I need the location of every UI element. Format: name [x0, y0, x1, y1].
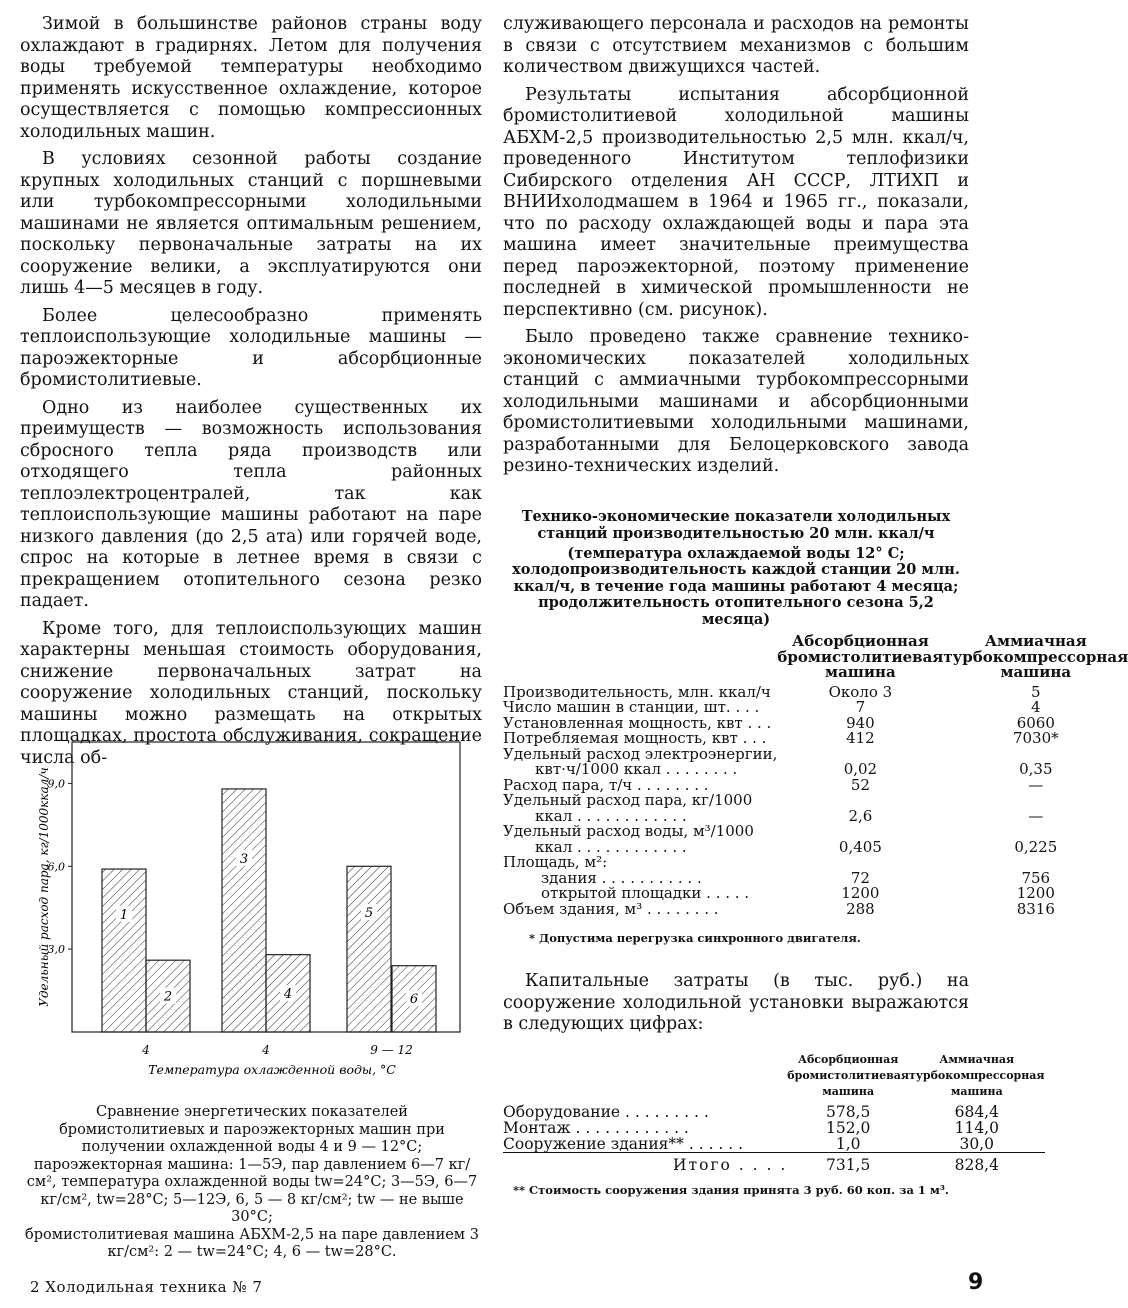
paragraph: Зимой в большинстве районов страны воду охлаждают в градирнях. Летом для получения воды требуемой температуры необходимо применять искусственное охлаждение, которое осуществляется с помощью компрессионных холодильных машин.: [20, 14, 482, 142]
cell-value: Около 3: [828, 682, 893, 701]
bar-label: 1: [119, 907, 129, 923]
column-header: Абсорбционная бромистолитиевая машина: [777, 632, 944, 681]
row-label: Удельный расход воды, м³/1000: [503, 822, 754, 840]
cell-value: 940: [846, 713, 875, 732]
bar-label: 3: [239, 851, 249, 867]
row-label: квт·ч/1000 ккал . . . . . . . .: [535, 760, 738, 778]
right-column: [503, 14, 1128, 1197]
row-label: Расход пара, т/ч . . . . . . . .: [503, 775, 709, 794]
cell-value: 4: [1031, 698, 1041, 716]
cell-value: 6060: [1016, 713, 1055, 732]
row-label: Монтаж . . . . . . . . . . . .: [503, 1118, 689, 1137]
cell-value: 578,5: [825, 1102, 871, 1121]
total-row: [503, 1152, 1045, 1173]
bar: [102, 869, 146, 1032]
paragraph: Капитальные затраты (в тыс. руб.) на сооружение холодильной установки выражаются в следующих цифрах:: [503, 971, 969, 1034]
paragraph: Кроме того, для теплоиспользующих машин характерны меньшая стоимость оборудования, снижение первоначальных затрат на сооружение холодильных станций, поскольку машины можно размещать на открытых площадках, простота обслуживания, сокращение числа об-: [20, 618, 482, 768]
x-axis-label: Температура охлажденной воды, °С: [148, 1062, 396, 1077]
total-value: 731,5: [787, 1152, 909, 1173]
row-label: Удельный расход пара, кг/1000: [503, 791, 753, 809]
row-label: Объем здания, м³ . . . . . . . .: [503, 899, 719, 918]
figure-caption: [22, 1104, 482, 1262]
row-label: Сооружение здания** . . . . . .: [503, 1134, 744, 1153]
x-tick-label: 4: [142, 1043, 150, 1057]
caption-line: Сравнение энергетических показателей бромистолитиевых и пароэжекторных машин при получении охлажденной воды 4 и 9 — 12°С;: [59, 1104, 445, 1155]
row-label: Потребляемая мощность, квт . . .: [503, 729, 767, 747]
cell-value: 72: [850, 868, 870, 887]
paragraph: Более целесообразно применять теплоиспользующие холодильные машины — пароэжекторные и абсорбционные бромистолитиевые.: [20, 305, 482, 390]
cell-value: 7: [855, 698, 866, 716]
bar-chart: [22, 732, 482, 1094]
cell-value: 30,0: [959, 1134, 995, 1153]
x-tick-label: 4: [262, 1043, 270, 1057]
cell-value: 1200: [841, 884, 880, 902]
row-label: ккал . . . . . . . . . . . .: [535, 806, 687, 825]
cell-value: 2,6: [848, 806, 873, 825]
paragraph: В условиях сезонной работы создание крупных холодильных станций с поршневыми или турбокомпрессорными холодильными машинами не является оптимальным решением, поскольку первоначальные затраты на их сооружение велики, а эксплуатируются они лишь 4—5 месяцев в году.: [20, 149, 482, 298]
capital-costs-table: [503, 1052, 1045, 1173]
cell-value: 0,225: [1014, 837, 1058, 856]
paragraph: Было проведено также сравнение технико-экономических показателей холодильных станций с аммиачными турбокомпрессорными холодильными машинами и абсорбционными бромистолитиевыми холодильными машинами, разработанными для Белоцерковского завода резино-технических изделий.: [503, 327, 969, 476]
page-number: 9: [968, 1270, 984, 1295]
row-label: ккал . . . . . . . . . . . .: [535, 837, 687, 856]
cell-value: 114,0: [954, 1118, 999, 1137]
row-label: Удельный расход электроэнергии,: [503, 744, 778, 763]
row-label: Установленная мощность, квт . . .: [503, 713, 772, 732]
left-column: [20, 14, 482, 775]
bar-label: 2: [163, 989, 173, 1005]
cell-value: 412: [846, 729, 875, 747]
indicators-table: [503, 634, 1128, 917]
running-footer: 2 Холодильная техника № 7: [30, 1278, 263, 1296]
caption-line: пароэжекторная машина: 1—5Э, пар давлением 6—7 кг/см², температура охлажденной воды tw=24°С; 3—5Э, 6—7 кг/см², tw=28°С; 5—12Э, 6, 5 — 8 кг/см²; tw — не выше 30°С;: [26, 1156, 478, 1225]
cell-value: 152,0: [825, 1118, 871, 1137]
cell-value: 52: [850, 775, 870, 794]
x-tick-label: 9 — 12: [370, 1043, 413, 1057]
cell-value: 7030*: [1012, 729, 1059, 747]
table-row: [503, 1104, 1045, 1120]
cell-value: 1,0: [835, 1134, 861, 1153]
table-row: [503, 1136, 1045, 1153]
total-label: Итого . . . .: [503, 1152, 787, 1173]
table-row: [503, 902, 1128, 918]
caption-line: бромистолитиевая машина АБХМ-2,5 на паре давлением 3 кг/см²: 2 — tw=24°С; 4, 6 — tw=28°С.: [25, 1226, 479, 1260]
bar-chart-figure: [22, 732, 482, 1094]
y-tick-label: 6,0: [47, 860, 65, 874]
bar: [347, 866, 391, 1032]
y-tick-label: 9,0: [47, 777, 65, 791]
cell-value: 8316: [1016, 899, 1055, 918]
bar-label: 6: [409, 992, 419, 1008]
row-label: открытой площадки . . . . .: [541, 884, 750, 902]
paragraph: Результаты испытания абсорбционной бромистолитиевой холодильной машины АБХМ-2,5 производительностью 2,5 млн. ккал/ч, проведенного Институтом теплофизики Сибирского отделения АН СССР, ЛТИХП и ВНИИхолодмашем в 1964 и 1965 гг., показали, что по расходу охлаждающей воды и пара эта машина имеет значительные преимущества перед пароэжекторной, поэтому применение последней в химической промышленности не перспективно (см. рисунок).: [503, 84, 969, 320]
column-header: Абсорбционная бромистолитиевая машина: [787, 1052, 910, 1098]
cell-value: 756: [1021, 868, 1051, 887]
table-row: [503, 1120, 1045, 1136]
row-label: Производительность, млн. ккал/ч: [503, 682, 771, 701]
bar: [222, 789, 266, 1032]
cell-value: 1200: [1016, 884, 1055, 902]
cell-value: —: [1028, 775, 1044, 794]
column-header: Аммиачная турбокомпрессорная машина: [909, 1052, 1045, 1098]
paragraph: Одно из наиболее существенных их преимуществ — возможность использования сбросного тепла ряда производств или отходящего тепла районных теплоэлектроцентралей, так как теплоиспользующие машины работают на паре низкого давления (до 2,5 ата) или горячей воде, спрос на которые в летнее время в связи с прекращением отопительного сезона резко падает.: [20, 397, 482, 611]
bar-label: 4: [283, 987, 293, 1003]
cell-value: 0,35: [1019, 760, 1053, 778]
total-value: 828,4: [909, 1152, 1045, 1173]
row-label: Оборудование . . . . . . . . .: [503, 1102, 709, 1121]
table-footnote: * Допустима перегрузка синхронного двигателя.: [529, 931, 861, 945]
cell-value: 684,4: [954, 1102, 999, 1121]
cell-value: —: [1028, 806, 1044, 825]
cell-value: 0,02: [843, 760, 878, 778]
cell-value: 0,405: [838, 837, 882, 856]
table-subtitle: (температура охлаждаемой воды 12° С; холодопроизводительность каждой станции 20 млн. ккал/ч, в течение года машины работают 4 месяца; продолжительность отопительного сезона 5,2 месяца): [512, 544, 960, 628]
row-label: Число машин в станции, шт. . . .: [503, 698, 760, 716]
bar-label: 5: [364, 906, 374, 921]
column-header: Аммиачная турбокомпрессорная машина: [943, 632, 1128, 681]
cell-value: 5: [1031, 682, 1041, 701]
table-title: Технико-экономические показатели холодильных станций производительностью 20 млн. ккал/ч: [521, 507, 951, 542]
table-footnote: ** Стоимость сооружения здания принята 3 руб. 60 коп. за 1 м³.: [513, 1182, 949, 1197]
cell-value: 288: [846, 899, 875, 918]
row-label: здания . . . . . . . . . . .: [541, 868, 702, 887]
row-label: Площадь, м²:: [503, 853, 608, 871]
y-axis-label: Удельный расход пара, кг/1000ккал/ч: [37, 767, 51, 1007]
paragraph: служивающего персонала и расходов на ремонты в связи с отсутствием механизмов с большим количеством движущихся частей.: [503, 14, 969, 77]
y-tick-label: 3,0: [47, 943, 65, 957]
